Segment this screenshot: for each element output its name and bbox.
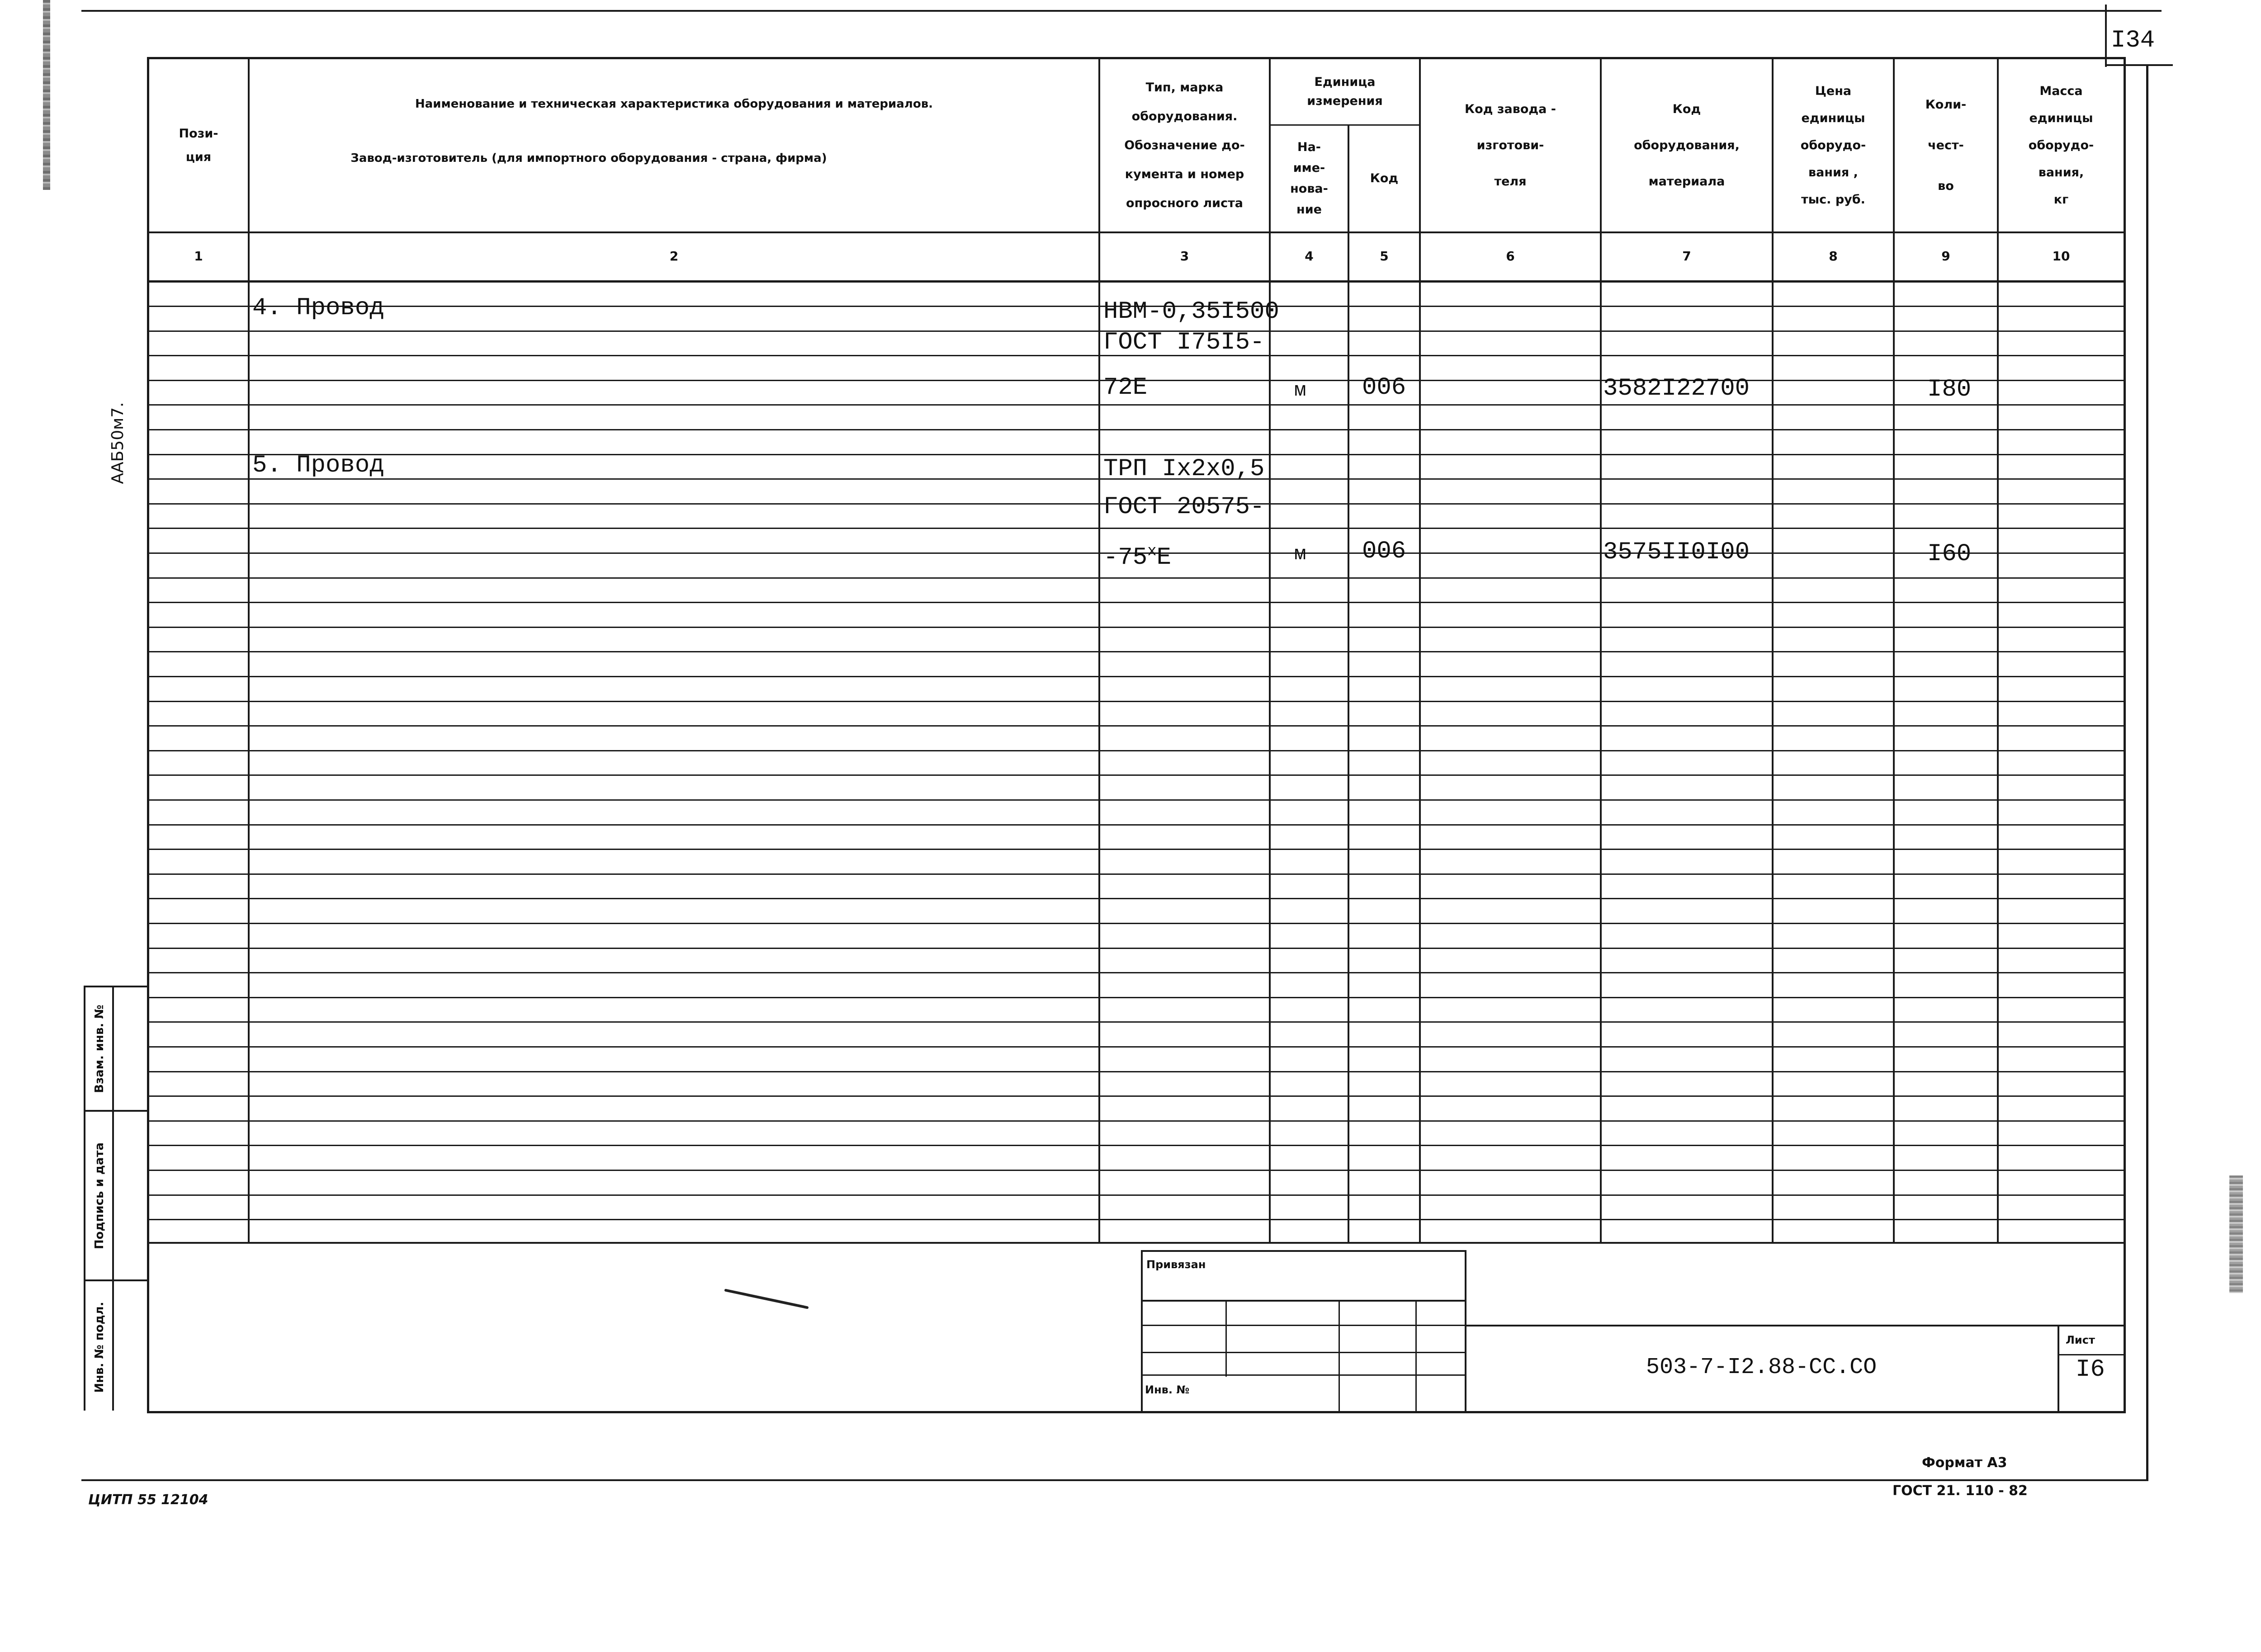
footer-gost: ГОСТ 21. 110 - 82 [1892,1483,2028,1499]
sheet-box-divider [2058,1354,2125,1355]
document-code: 503-7-I2.88-СС.СО [1646,1355,1877,1380]
header-unit-name: На- име- нова- ние [1290,140,1328,217]
col-divider-6 [1600,57,1602,1244]
col-number-6: 6 [1506,249,1515,264]
table-bottom [147,1411,2126,1413]
row-5-standard-year [1103,538,1171,571]
row-5-material-code: 3575II0I00 [1603,538,1750,566]
row-5-quantity: I60 [1927,540,1972,568]
table-row-line [147,676,2126,677]
pen-stroke-mark [724,1289,809,1309]
header-unit-group: Единица измерения [1307,75,1383,108]
row-4-standard: ГОСТ I75I5- [1103,329,1265,356]
row-5-standard-year-main: -75 [1103,544,1148,571]
header-position: Пози- ция [179,126,218,164]
table-row-line [147,1194,2126,1196]
row-4-type: НВМ-0,35I500 [1103,298,1279,326]
row-5-name: 5. Провод [252,452,384,479]
privyazan-col-2 [1339,1300,1340,1413]
album-label: ААБ50м7. [108,402,127,484]
number-row-bottom [147,280,2126,283]
scan-edge-mark-right [2229,1175,2243,1293]
stamp-left-edge [84,986,85,1411]
row-4-standard-year: 72Е [1103,374,1148,401]
frame-bottom [81,1479,2148,1481]
row-4-quantity: I80 [1927,376,1972,403]
col-number-7: 7 [1682,249,1691,264]
top-border-line [81,10,2162,12]
privyazan-right [1465,1250,1466,1413]
col-divider-5 [1419,57,1421,1244]
row-5-type: ТРП Iх2х0,5 [1103,455,1265,483]
col-divider-4 [1348,124,1349,1244]
row-4-unit: м [1294,379,1306,402]
col-divider-9 [1997,57,1999,1244]
col-divider-3 [1269,57,1271,1244]
col-divider-7 [1772,57,1774,1244]
col-divider-8 [1893,57,1895,1244]
table-row-line [147,898,2126,899]
table-row-line [147,651,2126,652]
row-5-standard-year-tail: Е [1156,544,1172,571]
body-bottom [147,1242,2126,1244]
table-row-line [147,725,2126,727]
header-mass: Масса единицы оборудо- вания, кг [2028,84,2094,207]
privyazan-row-1 [1141,1300,1466,1302]
header-manufacturer-code: Код завода - изготови- теля [1465,102,1556,189]
col-number-4: 4 [1305,249,1314,264]
privyazan-col-3 [1415,1300,1417,1413]
sheet-label: Лист [2066,1334,2095,1346]
table-row-line [147,1021,2126,1023]
table-row-line [147,799,2126,801]
stamp-div-2 [84,1279,149,1281]
footer-format: Формат А3 [1922,1455,2007,1471]
table-row-line [147,1219,2126,1220]
table-row-line [147,1071,2126,1072]
table-row-line [147,1145,2126,1146]
table-row-line [147,1095,2126,1097]
table-row-line [147,429,2126,430]
table-row-line [147,873,2126,875]
page-number: I34 [2111,27,2155,54]
footer-left-code: ЦИТП 55 12104 [88,1492,208,1508]
privyazan-label: Привязан [1146,1258,1206,1271]
row-5-standard-year-sup: x [1147,543,1157,560]
header-quantity: Коли- чест- во [1925,97,1967,193]
privyazan-row-3 [1141,1352,1466,1353]
col-number-5: 5 [1380,249,1389,264]
scan-edge-mark [43,0,50,190]
sheet-number: I6 [2076,1356,2105,1383]
stamp-inv-podl: Инв. № подл. [93,1302,106,1393]
col-number-1: 1 [194,249,203,264]
col-number-9: 9 [1941,249,1950,264]
row-4-unit-code: 006 [1362,374,1406,401]
privyazan-row-4 [1141,1374,1466,1376]
header-name-line2: Завод-изготовитель (для импортного оборудования - страна, фирма) [350,151,827,165]
privyazan-col-1 [1225,1300,1227,1377]
col-number-3: 3 [1180,249,1189,264]
header-type: Тип, марка оборудования. Обозначение до- кумента и номер опросного листа [1124,80,1245,210]
privyazan-left [1141,1250,1143,1413]
col-divider-2 [1098,57,1100,1244]
privyazan-top [1141,1250,1466,1252]
header-price: Цена единицы оборудо- вания , тыс. руб. [1800,84,1866,207]
row-5-unit: м [1294,543,1306,566]
privyazan-row-2 [1141,1325,1466,1326]
table-row-line [147,528,2126,529]
row-4-material-code: 3582I22700 [1603,375,1750,402]
table-row-line [147,849,2126,850]
table-row-line [147,750,2126,751]
header-unit-code: Код [1370,171,1399,185]
stamp-vzam: Взам. инв. № [93,1005,106,1093]
row-4-name: 4. Провод [252,294,384,322]
table-row-line [147,997,2126,998]
stamp-podpis: Подпись и дата [93,1142,106,1250]
table-row-line [147,972,2126,973]
table-row-line [147,602,2126,603]
header-equipment-code: Код оборудования, материала [1634,102,1740,189]
table-row-line [147,701,2126,702]
table-row-line [147,923,2126,924]
col-number-10: 10 [2052,249,2070,264]
row-5-standard: ГОСТ 20575- [1103,493,1265,521]
table-row-line [147,1120,2126,1122]
table-row-line [147,824,2126,826]
frame-right [2146,66,2148,1481]
table-row-line [147,774,2126,776]
col-number-2: 2 [669,249,679,264]
sheet-box-left [2058,1325,2059,1413]
header-bottom [147,231,2126,233]
col-divider-1 [248,57,250,1244]
table-row-line [147,1046,2126,1048]
header-name-line1: Наименование и техническая характеристика оборудования и материалов. [415,97,933,111]
row-5-unit-code: 006 [1362,538,1406,565]
table-right [2124,57,2126,1413]
table-row-line [147,1170,2126,1171]
code-row-top [1465,1325,2126,1326]
table-row-line [147,627,2126,628]
table-row-line [147,404,2126,406]
inv-no-label: Инв. № [1145,1383,1190,1396]
table-row-line [147,948,2126,949]
table-row-line [147,577,2126,579]
col-number-8: 8 [1829,249,1838,264]
